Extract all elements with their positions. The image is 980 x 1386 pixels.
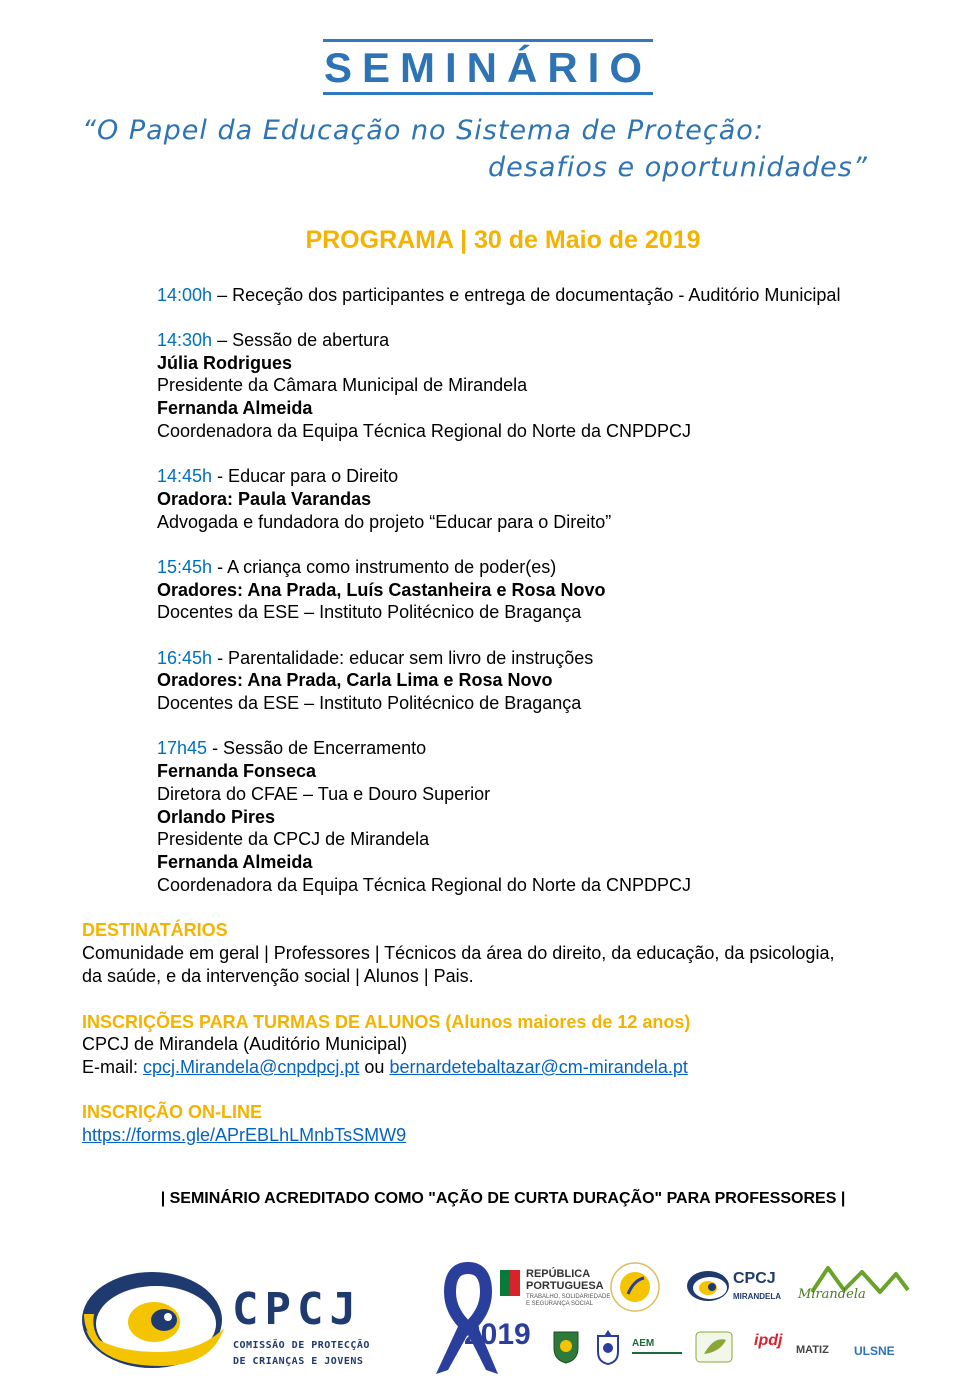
speaker-name: Fernanda Fonseca	[157, 761, 317, 781]
cpcj-small-wordmark: CPCJ	[733, 1270, 776, 1287]
flag-red-icon	[510, 1270, 520, 1296]
session-time: 14:30h	[157, 330, 213, 350]
email-link-cpcj[interactable]: cpcj.Mirandela@cnpdpcj.pt	[143, 1057, 360, 1077]
program-heading: PROGRAMA | 30 de Maio de 2019	[305, 226, 701, 254]
online-heading: INSCRIÇÃO ON-LINE	[82, 1102, 262, 1122]
speaker-name: Oradora: Paula Varandas	[157, 489, 372, 509]
cpcj-subtitle-1: COMISSÃO DE PROTECÇÃO	[233, 1340, 370, 1351]
accreditation-note: | SEMINÁRIO ACREDITADO COMO "AÇÃO DE CURTA DURAÇÃO" PARA PROFESSORES |	[160, 1190, 846, 1207]
shield-logo-icon	[552, 1330, 580, 1364]
email-link-bernardete[interactable]: bernardetebaltazar@cm-mirandela.pt	[389, 1057, 688, 1077]
session-title: – Receção dos participantes e entrega de documentação - Auditório Municipal	[212, 285, 841, 305]
republica-line-3: TRABALHO, SOLIDARIEDADE	[526, 1294, 611, 1300]
session-title: – Sessão de abertura	[212, 330, 390, 350]
aem-logo: AEM	[632, 1338, 655, 1349]
session-6	[157, 737, 426, 759]
matiz-logo: MATIZ	[796, 1344, 829, 1356]
inscricoes-email	[82, 1056, 688, 1078]
subtitle-line-1: “O Papel da Educação no Sistema de Proteção:	[82, 115, 764, 146]
session-title: - Sessão de Encerramento	[207, 738, 427, 758]
aem-underline	[632, 1352, 682, 1354]
mirandela-wordmark: Mirandela	[798, 1287, 866, 1302]
destinatarios-text: da saúde, e da intervenção social | Alunos | Pais.	[82, 966, 474, 986]
republica-line-2: PORTUGUESA	[526, 1280, 604, 1292]
speaker-role: Presidente da CPCJ de Mirandela	[157, 829, 430, 849]
destinatarios-heading: DESTINATÁRIOS	[82, 920, 228, 940]
subtitle-line-2: desafios e oportunidades”	[488, 152, 868, 183]
republica-line-4: E SEGURANÇA SOCIAL	[526, 1301, 594, 1307]
speaker-role: Advogada e fundadora do projeto “Educar para o Direito”	[157, 512, 612, 532]
title-top-rule	[323, 39, 653, 42]
speaker-role: Coordenadora da Equipa Técnica Regional do Norte da CNPDPCJ	[157, 421, 691, 441]
speaker-role: Presidente da Câmara Municipal de Mirandela	[157, 375, 528, 395]
session-4	[157, 556, 556, 578]
destinatarios-text: Comunidade em geral | Professores | Técnicos da área do direito, da educação, da psicologia,	[82, 943, 835, 963]
online-form-link[interactable]: https://forms.gle/APrEBLhLMnbTsSMW9	[82, 1125, 407, 1145]
speaker-role: Docentes da ESE – Instituto Politécnico de Bragança	[157, 693, 582, 713]
session-title: - A criança como instrumento de poder(es)	[212, 557, 557, 577]
speaker-role: Diretora do CFAE – Tua e Douro Superior	[157, 784, 491, 804]
speaker-name: Fernanda Almeida	[157, 852, 313, 872]
speaker-name: Júlia Rodrigues	[157, 353, 293, 373]
republica-line-1: REPÚBLICA	[526, 1268, 591, 1280]
speaker-name: Oradores: Ana Prada, Carla Lima e Rosa Novo	[157, 670, 553, 690]
cpcj-subtitle-2: DE CRIANÇAS E JOVENS	[233, 1356, 364, 1367]
session-3	[157, 465, 398, 487]
session-5	[157, 647, 593, 669]
session-2	[157, 329, 389, 351]
uls-logo: ULSNE	[854, 1344, 895, 1358]
session-time: 16:45h	[157, 648, 213, 668]
session-title: - Parentalidade: educar sem livro de instruções	[212, 648, 594, 668]
session-time: 14:00h	[157, 285, 213, 305]
speaker-name: Oradores: Ana Prada, Luís Castanheira e Rosa Novo	[157, 580, 606, 600]
cpcj-mirandela-logo-icon	[686, 1270, 730, 1302]
email-separator: ou	[359, 1057, 390, 1077]
cpcj-small-sub: MIRANDELA	[733, 1292, 781, 1301]
crest-logo-icon	[594, 1328, 622, 1366]
session-time: 15:45h	[157, 557, 213, 577]
session-title: - Educar para o Direito	[212, 466, 399, 486]
page-title: SEMINÁRIO	[323, 44, 652, 91]
cpcj-logo-icon	[80, 1270, 228, 1370]
inscricoes-heading: INSCRIÇÕES PARA TURMAS DE ALUNOS (Alunos maiores de 12 anos)	[82, 1012, 691, 1032]
cpcj-wordmark: CPCJ	[232, 1284, 362, 1335]
session-time: 14:45h	[157, 466, 213, 486]
session-1	[157, 284, 840, 306]
speaker-name: Fernanda Almeida	[157, 398, 313, 418]
national-commission-seal-icon	[610, 1262, 660, 1312]
speaker-role: Docentes da ESE – Instituto Politécnico de Bragança	[157, 602, 582, 622]
inscricoes-location: CPCJ de Mirandela (Auditório Municipal)	[82, 1034, 408, 1054]
title-bottom-rule	[323, 92, 653, 95]
email-label: E-mail:	[82, 1057, 144, 1077]
year-2019: 2019	[464, 1318, 531, 1351]
speaker-role: Coordenadora da Equipa Técnica Regional do Norte da CNPDPCJ	[157, 875, 691, 895]
session-time: 17h45	[157, 738, 208, 758]
leaf-logo-icon	[694, 1330, 734, 1364]
ipdj-logo: ipdj	[754, 1332, 783, 1349]
speaker-name: Orlando Pires	[157, 807, 276, 827]
